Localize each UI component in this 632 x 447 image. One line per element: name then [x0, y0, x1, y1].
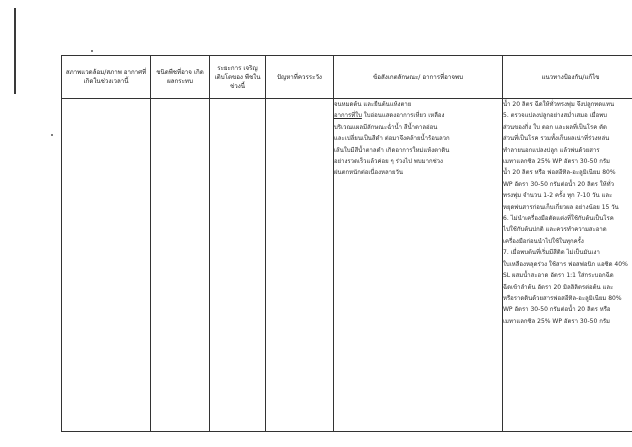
header-symptoms: ข้อสังเกตลักษณะ/ อาการที่อาจพบ [334, 56, 503, 99]
management-line: 6. ไม่นำเครื่องมือตัดแต่งที่ใช้กับต้นเป็นโรค [503, 215, 614, 223]
symptom-line [334, 110, 502, 121]
scan-speck [91, 50, 93, 52]
management-line: หรือราดดินด้วยสารฟอสอีทิล-อะลูมิเนียม 80% [503, 294, 622, 302]
management-line: ส่วนที่เป็นโรค รวมทั้งเก็บผลเน่าที่ร่วงหล่น [503, 135, 610, 143]
management-line: WP อัตรา 30-50 กรัมต่อน้ำ 20 ลิตร หรือ [503, 306, 611, 314]
management-line: น้ำ 20 ลิตร ฉีดให้ทั่วทรงพุ่ม จึงปลูกทดแทน [503, 101, 615, 108]
leaf-symptom-heading: อาการที่ใบ [334, 112, 362, 120]
management-line: ฉีดเข้าลำต้น อัตรา 20 มิลลิลิตรต่อต้น และ [503, 283, 614, 291]
symptom-line: จนหมดต้น และยืนต้นแห้งตาย [334, 101, 412, 108]
weather-cell [62, 99, 151, 432]
header-growth-stage: ระยะการ เจริญเติบโตของ พืชในช่วงนี้ [210, 56, 266, 99]
management-line: 7. เมื่อพบต้นที่เริ่มมีสีติด ไม่เป็นมันเงา [503, 249, 600, 257]
symptom-line: ฝนตกหนักต่อเนื่องหลายวัน [334, 169, 404, 177]
management-line: เครื่องมือก่อนนำไปใช้ในทุกครั้ง [503, 237, 584, 245]
symptom-line-rest: ใบอ่อนแสดงอาการเหี่ยว เหลือง [361, 112, 445, 120]
header-weather: สภาพแวดล้อม/สภาพ อากาศที่เกิดในช่วงเวลานี้ [62, 56, 151, 99]
scan-edge-mark [14, 8, 16, 94]
symptom-line: และเปลี่ยนเป็นสีดำ ต่อมาจึงคล้ายน้ำร้อนลวก [334, 135, 450, 143]
header-row [62, 56, 632, 99]
management-line: เมทาแลกซิล 25% WP อัตรา 30-50 กรัม [503, 317, 611, 325]
management-line: ไปใช้กับต้นปกติ และควรทำความสะอาด [503, 226, 607, 234]
header-crop: ชนิดพืชที่อาจ เกิดผลกระทบ [151, 56, 210, 99]
symptom-line: อย่างรวดเร็วแล้วค่อย ๆ ร่วงไป พบมากช่วง [334, 158, 443, 166]
management-line: เมทาแลกซิล 25% WP อัตรา 30-50 กรัม [503, 158, 611, 166]
body-row [62, 99, 632, 432]
management-line: WP อัตรา 30-50 กรัมต่อน้ำ 20 ลิตร ให้ทั่ว [503, 180, 614, 188]
symptom-line: เส้นใบมีสีน้ำตาลดำ เกิดอาการใหม่แห้งตาดิน [334, 146, 450, 154]
scan-speck [51, 134, 53, 136]
management-line: SL ผสมน้ำสะอาด อัตรา 1:1 ใส่กระบอกฉีด [503, 272, 614, 280]
management-line: ส่วนของกิ่ง ใบ ดอก และผลที่เป็นโรค ตัด [503, 123, 607, 131]
management-cell [503, 99, 632, 432]
crop-cell [151, 99, 210, 432]
header-problem: ปัญหาที่ควรระวัง [266, 56, 334, 99]
symptom-line: บริเวณแผลมีลักษณะฉ่ำน้ำ สีน้ำตาลอ่อน [334, 123, 438, 131]
management-line: หยุดพ่นสารก่อนเก็บเกี่ยวผล อย่างน้อย 15 วัน [503, 203, 619, 211]
problem-cell [266, 99, 334, 432]
header-management: แนวทางป้องกัน/แก้ไข [503, 56, 632, 99]
advisory-table [61, 55, 632, 432]
management-line: ทรงพุ่ม จำนวน 1-2 ครั้ง ทุก 7-10 วัน และ [503, 192, 613, 200]
management-line: น้ำ 20 ลิตร หรือ ฟอสอีทิล-อะลูมิเนียม 80% [503, 169, 616, 177]
symptoms-cell [334, 99, 503, 432]
management-line: ทำลายนอกแปลงปลูก แล้วพ่นด้วยสาร [503, 146, 600, 154]
growth-stage-cell [210, 99, 266, 432]
management-line: ใบเหลืองหลุดร่วง ใช้สาร ฟอสฟอนิก แอซิด 40% [503, 260, 628, 268]
management-line: 5. ตรวจแปลงปลูกอย่างสม่ำเสมอ เมื่อพบ [503, 112, 607, 120]
